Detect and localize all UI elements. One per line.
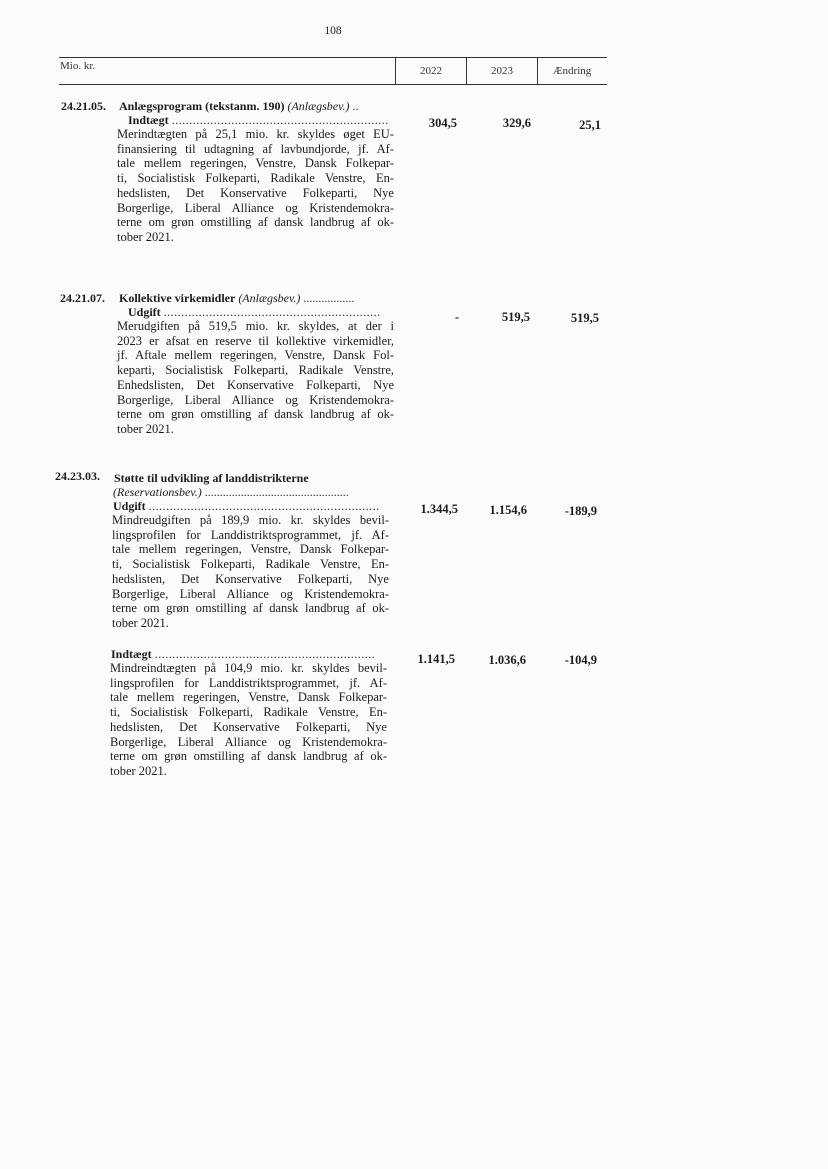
- account-title-text: Støtte til udvikling af landdistrikterne: [114, 471, 309, 485]
- value-2022: -: [454, 310, 459, 324]
- page-number: 108: [324, 25, 342, 37]
- account-title-text: Kollektive virkemidler: [119, 291, 236, 305]
- text-line: Borgerlige, Liberal Alliance og Kristendemokra-: [112, 586, 389, 601]
- account-number: 24.23.03.: [55, 469, 100, 483]
- text-line: Borgerlige, Liberal Alliance og Kristendemokra-: [117, 392, 394, 407]
- text-line: ti, Socialistisk Folkeparti, Radikale Venstre, En-: [112, 557, 389, 572]
- text-line: hedslisten, Det Konservative Folkeparti, Nye: [117, 185, 394, 200]
- explanation-text: [110, 661, 387, 779]
- title-leader-dots: ................................................: [201, 485, 349, 499]
- text-line: terne om grøn omstilling af dansk landbrug af ok-: [117, 215, 394, 230]
- text-line: tale mellem regeringen, Venstre, Dansk Folkepar-: [117, 156, 394, 171]
- appropriation-type: (Anlægsbev.): [238, 291, 301, 305]
- appropriation-type: (Reservationsbev.): [113, 485, 202, 499]
- value-2023: 1.036,6: [488, 653, 526, 667]
- value-2023: 1.154,6: [489, 503, 527, 517]
- line-label-text: Indtægt: [111, 647, 152, 661]
- text-line: Merudgiften på 519,5 mio. kr. skyldes, at der i: [117, 319, 394, 333]
- text-line: tober 2021.: [117, 229, 174, 244]
- text-line: tober 2021.: [112, 615, 169, 630]
- appropriation-line: [113, 485, 349, 500]
- text-line: Enhedslisten, Det Konservative Folkeparti, Nye: [117, 377, 394, 392]
- title-leader-dots: ..: [349, 99, 359, 113]
- explanation-text: [117, 127, 394, 245]
- text-line: Mindreindtægten på 104,9 mio. kr. skyldes bevil-: [110, 661, 387, 675]
- value-change: 25,1: [579, 118, 601, 132]
- text-line: Borgerlige, Liberal Alliance og Kristendemokra-: [110, 734, 387, 749]
- text-line: hedslisten, Det Konservative Folkeparti, Nye: [110, 719, 387, 734]
- text-line: lingsprofilen for Landdistriktsprogrammet, jf. Af-: [110, 675, 387, 690]
- text-line: hedslisten, Det Konservative Folkeparti, Nye: [112, 571, 389, 586]
- line-label-text: Indtægt: [128, 113, 169, 127]
- line-label: [128, 113, 389, 128]
- appropriation-type: (Anlægsbev.): [287, 99, 350, 113]
- account-number: 24.21.07.: [60, 291, 105, 305]
- explanation-text: [117, 319, 394, 437]
- header-top-rule: [59, 57, 607, 58]
- line-label: [111, 647, 375, 662]
- text-line: jf. Aftale mellem regeringen, Venstre, Dansk Fol-: [117, 348, 394, 363]
- line-label-text: Udgift: [113, 499, 146, 513]
- text-line: 2023 er afsat en reserve til kollektive virkemidler,: [117, 333, 394, 348]
- column-header-2022: 2022: [420, 65, 442, 77]
- account-title: [119, 99, 359, 114]
- value-2022: 1.344,5: [420, 502, 458, 516]
- text-line: lingsprofilen for Landdistriktsprogrammet, jf. Af-: [112, 527, 389, 542]
- text-line: finansiering til udtagning af lavbundjorde, jf. Af-: [117, 141, 394, 156]
- column-header-2023: 2023: [491, 65, 513, 77]
- leader-dots: ..............................................................: [171, 113, 389, 127]
- line-label-text: Udgift: [128, 305, 161, 319]
- account-title: [114, 471, 309, 486]
- account-number: 24.21.05.: [61, 99, 106, 113]
- leader-dots: ..................................................................: [148, 499, 380, 513]
- text-line: tober 2021.: [110, 763, 167, 778]
- line-label: [113, 499, 380, 514]
- value-change: -189,9: [564, 504, 597, 518]
- unit-label: Mio. kr.: [60, 60, 96, 72]
- value-2022: 1.141,5: [417, 652, 455, 666]
- account-title: [119, 291, 354, 306]
- text-line: tober 2021.: [117, 421, 174, 436]
- text-line: ti, Socialistisk Folkeparti, Radikale Venstre, En-: [117, 171, 394, 186]
- text-line: ti, Socialistisk Folkeparti, Radikale Venstre, En-: [110, 705, 387, 720]
- text-line: terne om grøn omstilling af dansk landbrug af ok-: [117, 407, 394, 422]
- title-leader-dots: .................: [300, 291, 355, 305]
- leader-dots: ..............................................................: [163, 305, 381, 319]
- text-line: Merindtægten på 25,1 mio. kr. skyldes øget EU-: [117, 127, 394, 141]
- text-line: terne om grøn omstilling af dansk landbrug af ok-: [112, 601, 389, 616]
- explanation-text: [112, 513, 389, 631]
- text-line: keparti, Socialistisk Folkeparti, Radikale Venstre,: [117, 363, 394, 378]
- account-title-text: Anlægsprogram (tekstanm. 190): [119, 99, 285, 113]
- text-line: Mindreudgiften på 189,9 mio. kr. skyldes bevil-: [112, 513, 389, 527]
- text-line: terne om grøn omstilling af dansk landbrug af ok-: [110, 749, 387, 764]
- value-2023: 519,5: [501, 310, 530, 324]
- text-line: Borgerlige, Liberal Alliance og Kristendemokra-: [117, 200, 394, 215]
- value-2022: 304,5: [428, 116, 457, 130]
- value-change: -104,9: [564, 653, 597, 667]
- line-label: [128, 305, 381, 320]
- column-header-change: Ændring: [552, 65, 592, 77]
- leader-dots: ...............................................................: [154, 647, 376, 661]
- value-change: 519,5: [570, 311, 599, 325]
- text-line: tale mellem regeringen, Venstre, Dansk Folkepar-: [112, 542, 389, 557]
- value-2023: 329,6: [502, 116, 531, 130]
- text-line: tale mellem regeringen, Venstre, Dansk Folkepar-: [110, 690, 387, 705]
- header-bottom-rule: [59, 84, 607, 85]
